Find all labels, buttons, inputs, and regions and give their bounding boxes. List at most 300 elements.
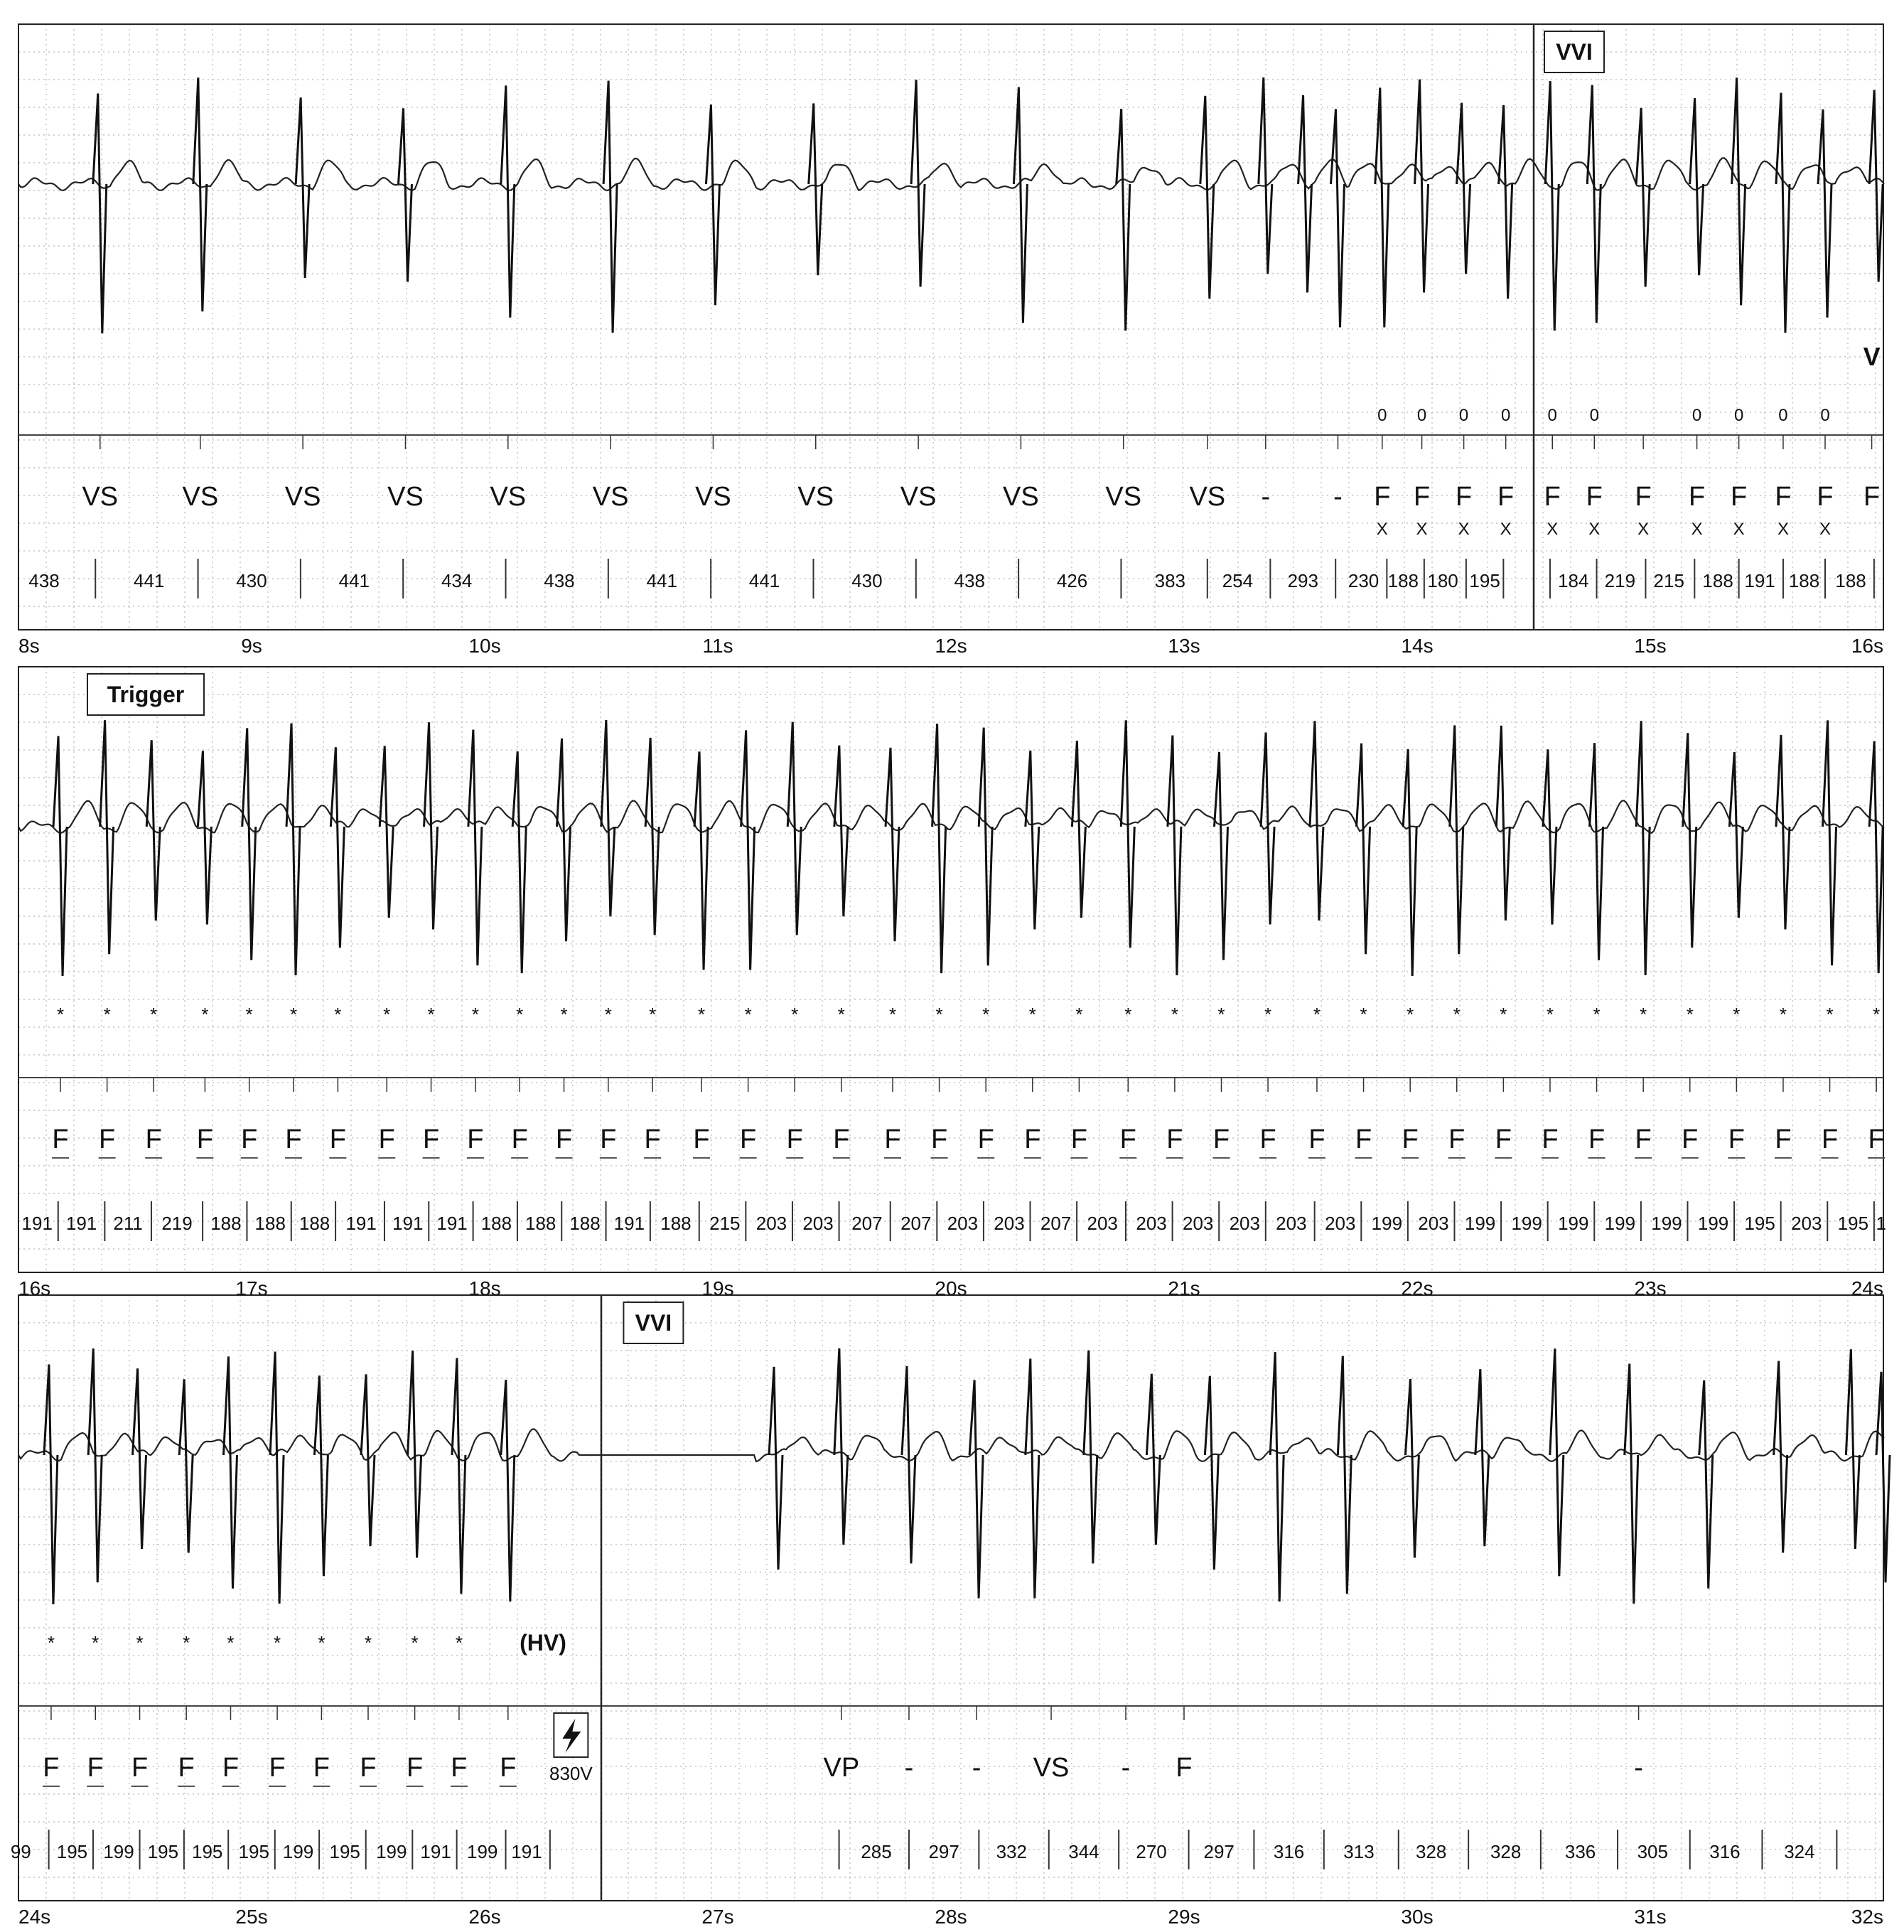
marker-label: F [511, 1125, 528, 1154]
marker-label: VS [1003, 482, 1039, 512]
asterisk-mark: * [1546, 1004, 1554, 1025]
marker-label: F [222, 1753, 240, 1783]
x-mark: X [1458, 520, 1470, 539]
asterisk-mark: * [245, 1004, 253, 1025]
interval-value: 199 [1511, 1213, 1542, 1234]
interval-value: 1 [1876, 1213, 1886, 1234]
edge-label: V [1863, 342, 1881, 371]
asterisk-mark: * [150, 1004, 158, 1025]
beat-spike [223, 1356, 237, 1588]
asterisk-mark: * [455, 1632, 463, 1653]
interval-value: 316 [1709, 1841, 1741, 1862]
marker-label: F [313, 1753, 330, 1783]
marker-label: F [422, 1125, 440, 1154]
beat-spike [398, 108, 412, 281]
asterisk-mark: * [103, 1004, 111, 1025]
interval-value: 316 [1273, 1841, 1305, 1862]
time-tick-label: 26s [468, 1906, 501, 1928]
interval-value: 230 [1348, 570, 1379, 591]
marker-label: F [1586, 482, 1603, 512]
interval-value: 195 [1837, 1213, 1869, 1234]
marker-label: F [52, 1125, 69, 1154]
interval-value: 215 [709, 1213, 741, 1234]
interval-value: 199 [1651, 1213, 1682, 1234]
beat-spike [1200, 96, 1214, 299]
strip-3 [11, 1295, 1890, 1928]
interval-value: 219 [1604, 570, 1636, 591]
beat-spike [902, 1366, 915, 1564]
time-tick-label: 24s [1851, 1277, 1883, 1299]
interval-value: 191 [392, 1213, 424, 1234]
beat-spike [242, 728, 256, 960]
marker-label: F [1635, 482, 1652, 512]
beat-spike [1457, 103, 1470, 274]
beat-spike [769, 1367, 782, 1569]
marker-label: F [1688, 482, 1706, 512]
marker-label: F [1374, 482, 1391, 512]
beat-spike [1496, 726, 1510, 921]
beat-spike [645, 738, 659, 935]
beat-spike [193, 77, 207, 311]
marker-label: F [1544, 482, 1561, 512]
strip-frame [18, 24, 1883, 630]
x-mark: X [1777, 520, 1789, 539]
time-tick-label: 16s [18, 1277, 51, 1299]
interval-value: 203 [1325, 1213, 1356, 1234]
marker-label: F [1542, 1125, 1559, 1154]
time-tick-label: 31s [1634, 1906, 1667, 1928]
zero-mark: 0 [1820, 406, 1830, 425]
interval-value: 199 [1604, 1213, 1636, 1234]
asterisk-mark: * [289, 1004, 298, 1025]
zero-mark: 0 [1733, 406, 1744, 425]
marker-label: - [972, 1753, 981, 1783]
beat-spike [1415, 80, 1429, 293]
asterisk-mark: * [411, 1632, 419, 1653]
grid [18, 1295, 1883, 1901]
mode-label: VVI [1556, 39, 1593, 65]
beat-spike [408, 1351, 421, 1557]
marker-label: F [178, 1753, 195, 1783]
marker-label: F [1455, 482, 1473, 512]
beat-spike [1403, 749, 1416, 976]
marker-label: F [1119, 1125, 1136, 1154]
interval-value: 203 [755, 1213, 787, 1234]
interval-value: 188 [525, 1213, 556, 1234]
marker-label: F [555, 1125, 573, 1154]
asterisk-mark: * [1407, 1004, 1414, 1025]
interval-value: 203 [1087, 1213, 1118, 1234]
beat-spike [133, 1368, 146, 1549]
strip-1 [18, 24, 1884, 657]
interval-value: 438 [954, 570, 985, 591]
marker-label: VS [900, 482, 937, 512]
beat-spike [1168, 736, 1181, 975]
marker-label: VS [182, 482, 219, 512]
interval-value: 188 [298, 1213, 330, 1234]
asterisk-mark: * [604, 1004, 612, 1025]
interval-value: 441 [646, 570, 677, 591]
interval-value: 430 [851, 570, 883, 591]
marker-label: - [1634, 1753, 1643, 1783]
beat-spike [1545, 81, 1559, 331]
interval-value: 188 [1387, 570, 1419, 591]
marker-label: F [500, 1753, 517, 1783]
interval-value: 195 [147, 1841, 179, 1862]
beat-spike [601, 720, 615, 916]
marker-label: F [1868, 1125, 1885, 1154]
interval-value: 188 [210, 1213, 242, 1234]
asterisk-mark: * [649, 1004, 657, 1025]
marker-label: F [1212, 1125, 1230, 1154]
beat-spike [1683, 733, 1696, 948]
asterisk-mark: * [1686, 1004, 1694, 1025]
beat-spike [314, 1375, 328, 1576]
interval-value: 336 [1564, 1841, 1596, 1862]
time-tick-label: 8s [18, 635, 40, 657]
asterisk-mark: * [318, 1632, 326, 1653]
interval-value: 441 [133, 570, 165, 591]
marker-label: F [1731, 482, 1748, 512]
marker-label: - [1333, 482, 1343, 512]
beat-spike [1590, 743, 1603, 960]
beat-spike [501, 1380, 515, 1601]
marker-label: F [1817, 482, 1834, 512]
beat-spike [1026, 751, 1039, 929]
beat-spike [452, 1358, 466, 1594]
interval-value: 195 [329, 1841, 360, 1862]
interval-value: 203 [1182, 1213, 1214, 1234]
marker-label: F [196, 1125, 214, 1154]
zero-mark: 0 [1589, 406, 1599, 425]
marker-label: VS [490, 482, 527, 512]
interval-value: 203 [1791, 1213, 1822, 1234]
beat-spike [1776, 735, 1790, 930]
marker-label: F [1448, 1125, 1465, 1154]
beat-spike [1732, 77, 1746, 305]
asterisk-mark: * [227, 1632, 235, 1653]
marker-label: F [145, 1125, 162, 1154]
marker-label: F [269, 1753, 286, 1783]
marker-label: F [930, 1125, 948, 1154]
marker-label: VS [695, 482, 731, 512]
beat-spike [93, 94, 107, 334]
marker-label: F [1635, 1125, 1652, 1154]
strip-frame [18, 1295, 1883, 1901]
interval-value: 191 [21, 1213, 53, 1234]
time-tick-label: 20s [935, 1277, 967, 1299]
interval-value: 270 [1136, 1841, 1167, 1862]
beat-spike [1550, 1348, 1564, 1576]
asterisk-mark: * [1500, 1004, 1507, 1025]
strip-2 [18, 667, 1886, 1299]
interval-value: 438 [28, 570, 60, 591]
marker-label: F [1166, 1125, 1183, 1154]
marker-label: F [1355, 1125, 1372, 1154]
time-tick-label: 11s [702, 635, 733, 657]
marker-label: F [1497, 482, 1515, 512]
hv-label: (HV) [520, 1630, 566, 1655]
interval-value: 215 [1653, 570, 1684, 591]
asterisk-mark: * [1593, 1004, 1601, 1025]
marker-label: F [87, 1753, 104, 1783]
time-tick-label: 28s [935, 1906, 967, 1928]
beat-spike [979, 728, 992, 966]
interval-value: 195 [191, 1841, 223, 1862]
zero-mark: 0 [1691, 406, 1702, 425]
beat-spike [88, 1348, 102, 1582]
x-mark: X [1500, 520, 1512, 539]
interval-value: 203 [1136, 1213, 1167, 1234]
beat-spike [557, 739, 571, 941]
time-tick-label: 9s [241, 635, 262, 657]
marker-label: F [329, 1125, 346, 1154]
marker-label: F [285, 1125, 302, 1154]
beat-spike [1636, 108, 1650, 286]
beat-spike [969, 1380, 983, 1598]
marker-label: F [600, 1125, 617, 1154]
time-tick-label: 13s [1168, 635, 1200, 657]
marker-label: VS [1189, 482, 1226, 512]
marker-label: F [1863, 482, 1881, 512]
marker-label: F [1259, 1125, 1276, 1154]
asterisk-mark: * [837, 1004, 845, 1025]
marker-label: - [904, 1753, 914, 1783]
time-tick-label: 27s [701, 1906, 734, 1928]
asterisk-mark: * [1640, 1004, 1647, 1025]
asterisk-mark: * [56, 1004, 65, 1025]
interval-value: 99 [10, 1841, 31, 1862]
marker-label: F [977, 1125, 994, 1154]
mode-label: Trigger [107, 682, 185, 707]
marker-label: F [1413, 482, 1431, 512]
interval-value: 219 [161, 1213, 193, 1234]
zero-mark: 0 [1547, 406, 1557, 425]
asterisk-mark: * [364, 1632, 372, 1653]
asterisk-mark: * [1313, 1004, 1321, 1025]
beat-spike [1499, 105, 1512, 299]
marker-label: F [451, 1753, 468, 1783]
interval-value: 195 [56, 1841, 88, 1862]
interval-value: 188 [569, 1213, 601, 1234]
interval-value: 441 [748, 570, 780, 591]
beat-spike [1084, 1351, 1097, 1564]
x-mark: X [1691, 520, 1703, 539]
marker-label: VS [1033, 1753, 1070, 1783]
interval-value: 438 [544, 570, 575, 591]
beat-spike [1846, 1349, 1859, 1549]
beat-spike [1117, 109, 1130, 331]
asterisk-mark: * [1217, 1004, 1225, 1025]
interval-value: 305 [1637, 1841, 1668, 1862]
mode-label: VVI [635, 1310, 672, 1336]
beat-spike [886, 748, 899, 941]
interval-value: 203 [947, 1213, 979, 1234]
marker-label: F [378, 1125, 395, 1154]
beat-spike [787, 722, 801, 935]
beat-spike [1699, 1380, 1713, 1589]
asterisk-mark: * [935, 1004, 943, 1025]
beat-spike [1205, 1376, 1218, 1569]
interval-value: 191 [420, 1841, 451, 1862]
zero-mark: 0 [1416, 406, 1427, 425]
beat-spike [911, 80, 925, 286]
interval-value: 188 [254, 1213, 286, 1234]
interval-value: 188 [660, 1213, 692, 1234]
zero-mark: 0 [1778, 406, 1788, 425]
time-tick-label: 10s [468, 635, 501, 657]
interval-value: 203 [1229, 1213, 1260, 1234]
beat-spike [1450, 725, 1463, 954]
marker-label: F [43, 1753, 60, 1783]
marker-label: F [786, 1125, 803, 1154]
marker-label: VS [284, 482, 321, 512]
interval-value: 203 [1418, 1213, 1449, 1234]
marker-label: F [833, 1125, 850, 1154]
interval-value: 199 [1697, 1213, 1729, 1234]
beat-spike [706, 104, 719, 305]
asterisk-mark: * [1826, 1004, 1834, 1025]
marker-label: - [1121, 1753, 1131, 1783]
beat-spike [380, 746, 393, 918]
asterisk-mark: * [560, 1004, 568, 1025]
beat-spike [1310, 721, 1323, 921]
beat-spike [603, 81, 617, 333]
asterisk-mark: * [791, 1004, 799, 1025]
x-mark: X [1416, 520, 1428, 539]
interval-value: 313 [1343, 1841, 1375, 1862]
interval-value: 191 [511, 1841, 542, 1862]
marker-label: VP [823, 1753, 860, 1783]
interval-value: 191 [65, 1213, 97, 1234]
asterisk-mark: * [697, 1004, 706, 1025]
beat-spike [1543, 749, 1556, 924]
time-tick-label: 17s [235, 1277, 268, 1299]
interval-value: 199 [1558, 1213, 1589, 1234]
marker-label: VS [387, 482, 424, 512]
interval-value: 188 [1835, 570, 1866, 591]
beat-spike [1214, 752, 1227, 960]
x-mark: X [1376, 520, 1388, 539]
marker-label: F [693, 1125, 710, 1154]
interval-value: 191 [613, 1213, 645, 1234]
x-mark: X [1637, 520, 1650, 539]
interval-value: 207 [900, 1213, 932, 1234]
marker-label: F [1588, 1125, 1606, 1154]
interval-value: 430 [236, 570, 267, 591]
asterisk-mark: * [427, 1004, 435, 1025]
beat-spike [1776, 93, 1790, 333]
marker-label: F [884, 1125, 901, 1154]
beat-spike [424, 722, 438, 929]
interval-value: 441 [338, 570, 370, 591]
marker-label: F [644, 1125, 661, 1154]
beat-spike [1259, 77, 1272, 274]
asterisk-mark: * [982, 1004, 990, 1025]
interval-value: 254 [1222, 570, 1254, 591]
beat-spike [1072, 741, 1085, 918]
x-mark: X [1819, 520, 1832, 539]
marker-label: F [1024, 1125, 1041, 1154]
zero-mark: 0 [1377, 406, 1387, 425]
time-tick-label: 29s [1168, 1906, 1200, 1928]
marker-label: VS [82, 482, 119, 512]
time-tick-label: 21s [1168, 1277, 1200, 1299]
marker-label: F [1495, 1125, 1512, 1154]
interval-value: 199 [1371, 1213, 1403, 1234]
beat-spike [1729, 752, 1743, 918]
asterisk-mark: * [1779, 1004, 1787, 1025]
time-tick-label: 23s [1634, 1277, 1667, 1299]
zero-mark: 0 [1458, 406, 1469, 425]
beat-spike [1121, 720, 1134, 948]
beat-spike [146, 740, 160, 921]
asterisk-mark: * [274, 1632, 281, 1653]
asterisk-mark: * [1124, 1004, 1132, 1025]
interval-value: 203 [994, 1213, 1025, 1234]
asterisk-mark: * [516, 1004, 524, 1025]
beat-spike [1013, 87, 1027, 323]
interval-value: 191 [1744, 570, 1775, 591]
marker-label: F [1775, 1125, 1792, 1154]
interval-value: 332 [996, 1841, 1027, 1862]
strip-frame [18, 667, 1883, 1272]
time-tick-label: 18s [468, 1277, 501, 1299]
interval-value: 434 [441, 570, 473, 591]
time-tick-label: 16s [1851, 635, 1883, 657]
marker-label: F [131, 1753, 149, 1783]
interval-value: 203 [802, 1213, 834, 1234]
interval-value: 180 [1427, 570, 1458, 591]
interval-value: 426 [1056, 570, 1088, 591]
marker-label: VS [1105, 482, 1142, 512]
beat-spike [468, 730, 482, 966]
marker-label: F [99, 1125, 116, 1154]
asterisk-mark: * [1075, 1004, 1083, 1025]
marker-label: F [406, 1753, 424, 1783]
asterisk-mark: * [1360, 1004, 1367, 1025]
interval-value: 199 [467, 1841, 498, 1862]
interval-value: 285 [861, 1841, 892, 1862]
interval-value: 297 [928, 1841, 959, 1862]
interval-value: 324 [1784, 1841, 1815, 1862]
asterisk-mark: * [334, 1004, 342, 1025]
beat-spike [1375, 87, 1389, 327]
time-tick-label: 15s [1634, 635, 1667, 657]
time-tick-label: 12s [935, 635, 967, 657]
beat-spike [1625, 1364, 1638, 1604]
marker-label: F [1775, 482, 1792, 512]
interval-value: 199 [103, 1841, 134, 1862]
asterisk-mark: * [1028, 1004, 1036, 1025]
interval-value: 293 [1287, 570, 1318, 591]
asterisk-mark: * [1171, 1004, 1178, 1025]
beat-spike [361, 1374, 375, 1546]
beat-spike [741, 730, 755, 970]
beat-spike [1026, 1358, 1039, 1598]
interval-value: 199 [376, 1841, 407, 1862]
asterisk-mark: * [1264, 1004, 1272, 1025]
asterisk-mark: * [471, 1004, 479, 1025]
beat-spike [179, 1379, 193, 1552]
marker-label: F [1821, 1125, 1839, 1154]
marker-label: VS [797, 482, 834, 512]
interval-value: 195 [1744, 1213, 1775, 1234]
interval-value: 207 [1040, 1213, 1072, 1234]
x-mark: X [1733, 520, 1745, 539]
grid [18, 667, 1883, 1272]
beat-spike [270, 1352, 284, 1604]
